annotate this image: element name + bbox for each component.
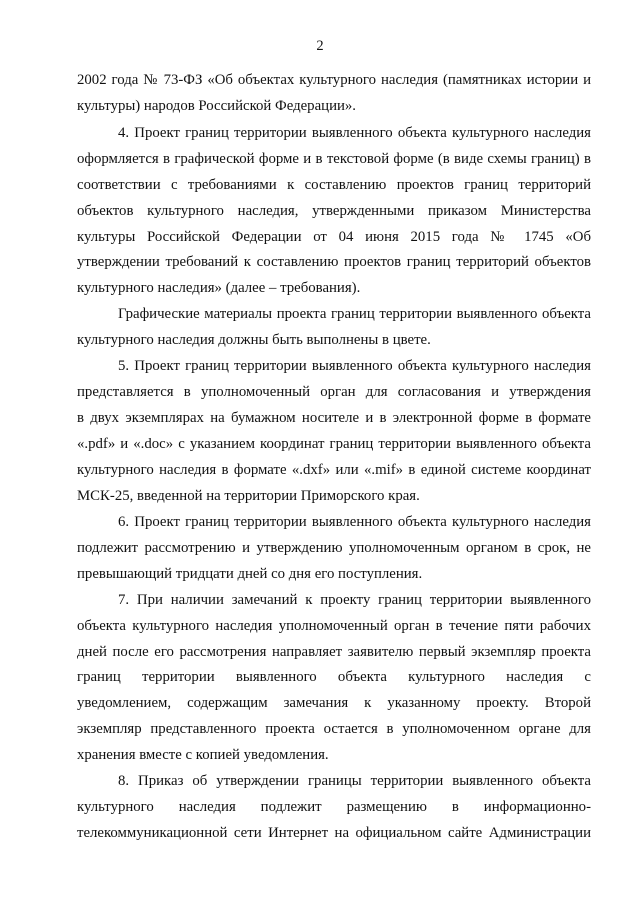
text-line: утверждении требований к составлению проектов границ территорий объектов [77,254,591,270]
text-line: 6. Проект границ территории выявленного объекта культурного наследия [118,514,591,530]
text-line: подлежит рассмотрению и утверждению уполномоченным органом в срок, не [77,540,591,556]
page-number: 2 [316,38,324,54]
text-line: 8. Приказ об утверждении границы территории выявленного объекта [118,773,591,789]
text-line: в двух экземплярах на бумажном носителе и в электронной форме в формате [77,410,591,426]
text-line: представляется в уполномоченный орган для согласования и утверждения [77,384,591,400]
text-line: Графические материалы проекта границ территории выявленного объекта [118,306,591,322]
text-line: культурного наследия подлежит размещению в информационно- [77,799,591,815]
text-line: культурного наследия» (далее – требования). [77,280,361,296]
text-line: экземпляр представленного проекта остается в уполномоченном органе для [77,721,591,737]
text-line: объектов культурного наследия, утвержденными приказом Министерства [77,203,591,219]
text-line: соответствии с требованиями к составлению проектов границ территорий [77,177,591,193]
text-line: культуры) народов Российской Федерации». [77,98,357,114]
text-line: уведомлением, содержащим замечания к указанному проекту. Второй [77,695,591,711]
text-line: границ территории выявленного объекта культурного наследия с [77,669,591,685]
text-line: 4. Проект границ территории выявленного объекта культурного наследия [118,125,591,141]
text-line: объекта культурного наследия уполномоченный орган в течение пяти рабочих [77,618,591,634]
text-line: культурного наследия в формате «.dxf» или «.mif» в единой системе координат [77,462,591,478]
text-line: оформляется в графической форме и в текстовой форме (в виде схемы границ) в [77,151,591,167]
text-line: культурного наследия должны быть выполнены в цвете. [77,332,431,348]
text-line: 5. Проект границ территории выявленного объекта культурного наследия [118,358,591,374]
text-line: 7. При наличии замечаний к проекту границ территории выявленного [118,592,591,608]
text-line: телекоммуникационной сети Интернет на официальном сайте Администрации [77,825,591,841]
text-line: превышающий тридцати дней со дня его поступления. [77,566,423,582]
text-line: дней после его рассмотрения направляет заявителю первый экземпляр проекта [77,644,591,660]
text-line: хранения вместе с копией уведомления. [77,747,329,763]
text-line: МСК-25, введенной на территории Приморского края. [77,488,420,504]
text-line: «.pdf» и «.doc» с указанием координат границ территории выявленного объекта [77,436,591,452]
text-line: культуры Российской Федерации от 04 июня 2015 года № 1745 «Об [77,229,591,245]
text-line: 2002 года № 73-ФЗ «Об объектах культурного наследия (памятниках истории и [77,72,591,88]
